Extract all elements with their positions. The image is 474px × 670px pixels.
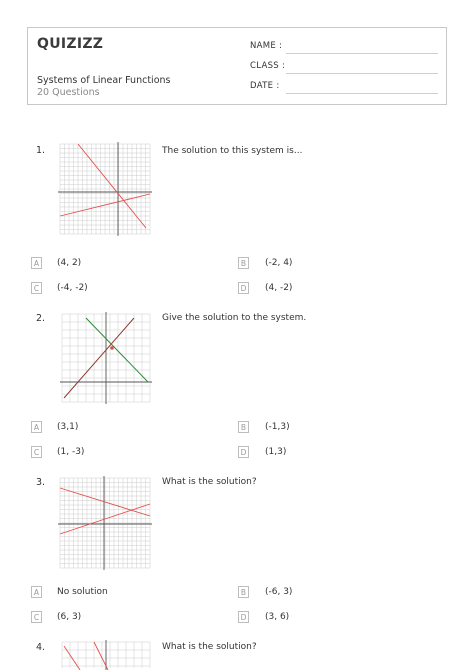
q2-option-b[interactable]: (-1,3)	[265, 422, 290, 432]
class-label: CLASS :	[250, 61, 286, 71]
question-2-graph	[60, 312, 152, 408]
q3-option-d-badge[interactable]: D	[238, 611, 249, 623]
quizizz-logo: QUIZIZZ	[37, 36, 104, 52]
q2-option-c[interactable]: (1, -3)	[57, 447, 85, 457]
name-label: NAME :	[250, 41, 283, 51]
question-1-number: 1.	[36, 145, 46, 156]
q3-option-a-badge[interactable]: A	[31, 586, 42, 598]
question-2-text: Give the solution to the system.	[162, 313, 307, 323]
question-4-number: 4.	[36, 642, 46, 653]
date-field[interactable]	[286, 93, 438, 94]
q1-option-d[interactable]: (4, -2)	[265, 283, 293, 293]
question-3-text: What is the solution?	[162, 477, 257, 487]
line-2	[86, 318, 148, 382]
q2-option-d-badge[interactable]: D	[238, 446, 249, 458]
q2-option-c-badge[interactable]: C	[31, 446, 42, 458]
question-4-text: What is the solution?	[162, 642, 257, 652]
q3-option-c[interactable]: (6, 3)	[57, 612, 82, 622]
worksheet-title: Systems of Linear Functions	[37, 75, 171, 86]
q1-option-a-badge[interactable]: A	[31, 257, 42, 269]
question-1-graph	[58, 142, 152, 236]
q3-option-c-badge[interactable]: C	[31, 611, 42, 623]
q1-option-a[interactable]: (4, 2)	[57, 258, 82, 268]
question-1-text: The solution to this system is...	[162, 146, 303, 156]
line-1	[78, 144, 146, 228]
class-field[interactable]	[286, 73, 438, 74]
worksheet-header	[27, 27, 447, 105]
q2-option-a-badge[interactable]: A	[31, 421, 42, 433]
q2-option-a[interactable]: (3,1)	[57, 422, 79, 432]
q2-option-b-badge[interactable]: B	[238, 421, 249, 433]
question-4-graph	[60, 640, 152, 670]
question-3-number: 3.	[36, 477, 46, 488]
intersection-point	[110, 346, 114, 350]
q3-option-a[interactable]: No solution	[57, 587, 108, 597]
q1-option-b-badge[interactable]: B	[238, 257, 249, 269]
q1-option-d-badge[interactable]: D	[238, 282, 249, 294]
q3-option-b[interactable]: (-6, 3)	[265, 587, 293, 597]
name-field[interactable]	[286, 53, 438, 54]
q2-option-d[interactable]: (1,3)	[265, 447, 287, 457]
q1-option-c-badge[interactable]: C	[31, 282, 42, 294]
question-3-graph	[58, 476, 152, 570]
q1-option-b[interactable]: (-2, 4)	[265, 258, 293, 268]
q3-option-b-badge[interactable]: B	[238, 586, 249, 598]
q3-option-d[interactable]: (3, 6)	[265, 612, 290, 622]
question-2-number: 2.	[36, 313, 46, 324]
question-count: 20 Questions	[37, 87, 100, 98]
q1-option-c[interactable]: (-4, -2)	[57, 283, 88, 293]
date-label: DATE :	[250, 81, 280, 91]
